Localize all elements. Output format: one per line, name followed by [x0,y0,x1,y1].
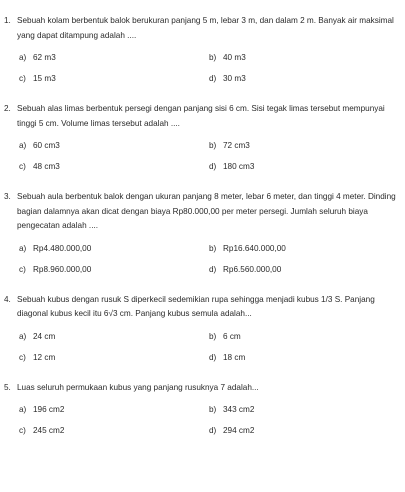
option-text: 6 cm [223,331,241,341]
option-a[interactable] [19,52,209,64]
option-c[interactable] [19,264,209,276]
option-c[interactable] [19,425,209,437]
question-number: 4. [4,294,11,304]
option-text: Rp8.960.000,00 [33,264,92,274]
option-letter: c) [19,426,26,435]
question-number: 1. [4,16,11,25]
option-a[interactable] [19,331,209,343]
option-letter: b) [209,405,217,414]
option-letter: d) [209,162,217,171]
option-letter: b) [209,53,217,62]
option-b[interactable] [209,243,399,255]
option-d[interactable] [209,425,399,437]
option-letter: b) [209,331,217,341]
option-text: Rp4.480.000,00 [33,243,92,253]
option-letter: b) [209,243,217,253]
option-letter: c) [19,74,26,83]
answer-options [19,404,399,437]
option-letter: a) [19,243,27,253]
option-text: 343 cm2 [223,405,255,414]
option-text: 15 m3 [33,74,56,83]
option-text: Rp16.640.000,00 [223,243,286,253]
option-text: 180 cm3 [223,162,255,171]
option-letter: b) [209,141,217,150]
option-b[interactable] [209,404,399,416]
question-text: Sebuah alas limas berbentuk persegi dengan panjang sisi 6 cm. Sisi tegak limas tersebut mempunyai tinggi 5 cm. Volume limas tersebut adalah .... [17,104,385,128]
option-letter: a) [19,405,27,414]
question-text: Sebuah aula berbentuk balok dengan ukuran panjang 8 meter, lebar 6 meter, dan tinggi 4 meter. Dinding bagian dalamnya akan dicat dengan biaya Rp80.000,00 per meter persegi. Jumlah seluruh biaya pengecatan adalah .... [17,192,396,230]
option-d[interactable] [209,161,399,173]
option-letter: d) [209,352,217,362]
question-number: 5. [4,382,11,392]
option-a[interactable] [19,140,209,152]
option-a[interactable] [19,243,209,255]
answer-options [19,243,399,276]
option-text: 196 cm2 [33,405,65,414]
option-text: 12 cm [33,352,56,362]
option-letter: a) [19,53,27,62]
answer-options [19,140,399,173]
question-number: 2. [4,104,11,113]
answer-options [19,331,399,364]
question-text: Luas seluruh permukaan kubus yang panjang rusuknya 7 adalah... [17,382,259,392]
option-letter: a) [19,141,27,150]
option-text: 18 cm [223,352,246,362]
option-b[interactable] [209,331,399,343]
option-letter: c) [19,264,26,274]
option-d[interactable] [209,264,399,276]
question-3 [4,190,399,276]
option-text: Rp6.560.000,00 [223,264,282,274]
option-letter: c) [19,352,26,362]
answer-options [19,52,399,85]
question-2 [4,102,399,173]
option-text: 294 cm2 [223,426,255,435]
option-letter: c) [19,162,26,171]
option-d[interactable] [209,73,399,85]
option-letter: a) [19,331,27,341]
option-d[interactable] [209,352,399,364]
option-c[interactable] [19,161,209,173]
option-c[interactable] [19,73,209,85]
option-text: 30 m3 [223,74,246,83]
question-5 [4,381,399,438]
option-text: 48 cm3 [33,162,60,171]
question-number: 3. [4,192,11,201]
option-letter: d) [209,74,217,83]
option-text: 40 m3 [223,53,246,62]
question-text: Sebuah kolam berbentuk balok berukuran panjang 5 m, lebar 3 m, dan dalam 2 m. Banyak air maksimal yang dapat ditampung adalah .... [17,16,394,40]
question-4 [4,293,399,364]
option-text: 60 cm3 [33,141,60,150]
option-text: 72 cm3 [223,141,250,150]
option-text: 24 cm [33,331,56,341]
option-text: 245 cm2 [33,426,65,435]
option-a[interactable] [19,404,209,416]
option-c[interactable] [19,352,209,364]
option-text: 62 m3 [33,53,56,62]
question-1 [4,14,399,85]
question-text: Sebuah kubus dengan rusuk S diperkecil sedemikian rupa sehingga menjadi kubus 1/3 S. Panjang diagonal kubus kecil itu 6√3 cm. Panjang kubus semula adalah... [17,294,375,318]
option-b[interactable] [209,52,399,64]
option-letter: d) [209,426,217,435]
option-b[interactable] [209,140,399,152]
option-letter: d) [209,264,217,274]
